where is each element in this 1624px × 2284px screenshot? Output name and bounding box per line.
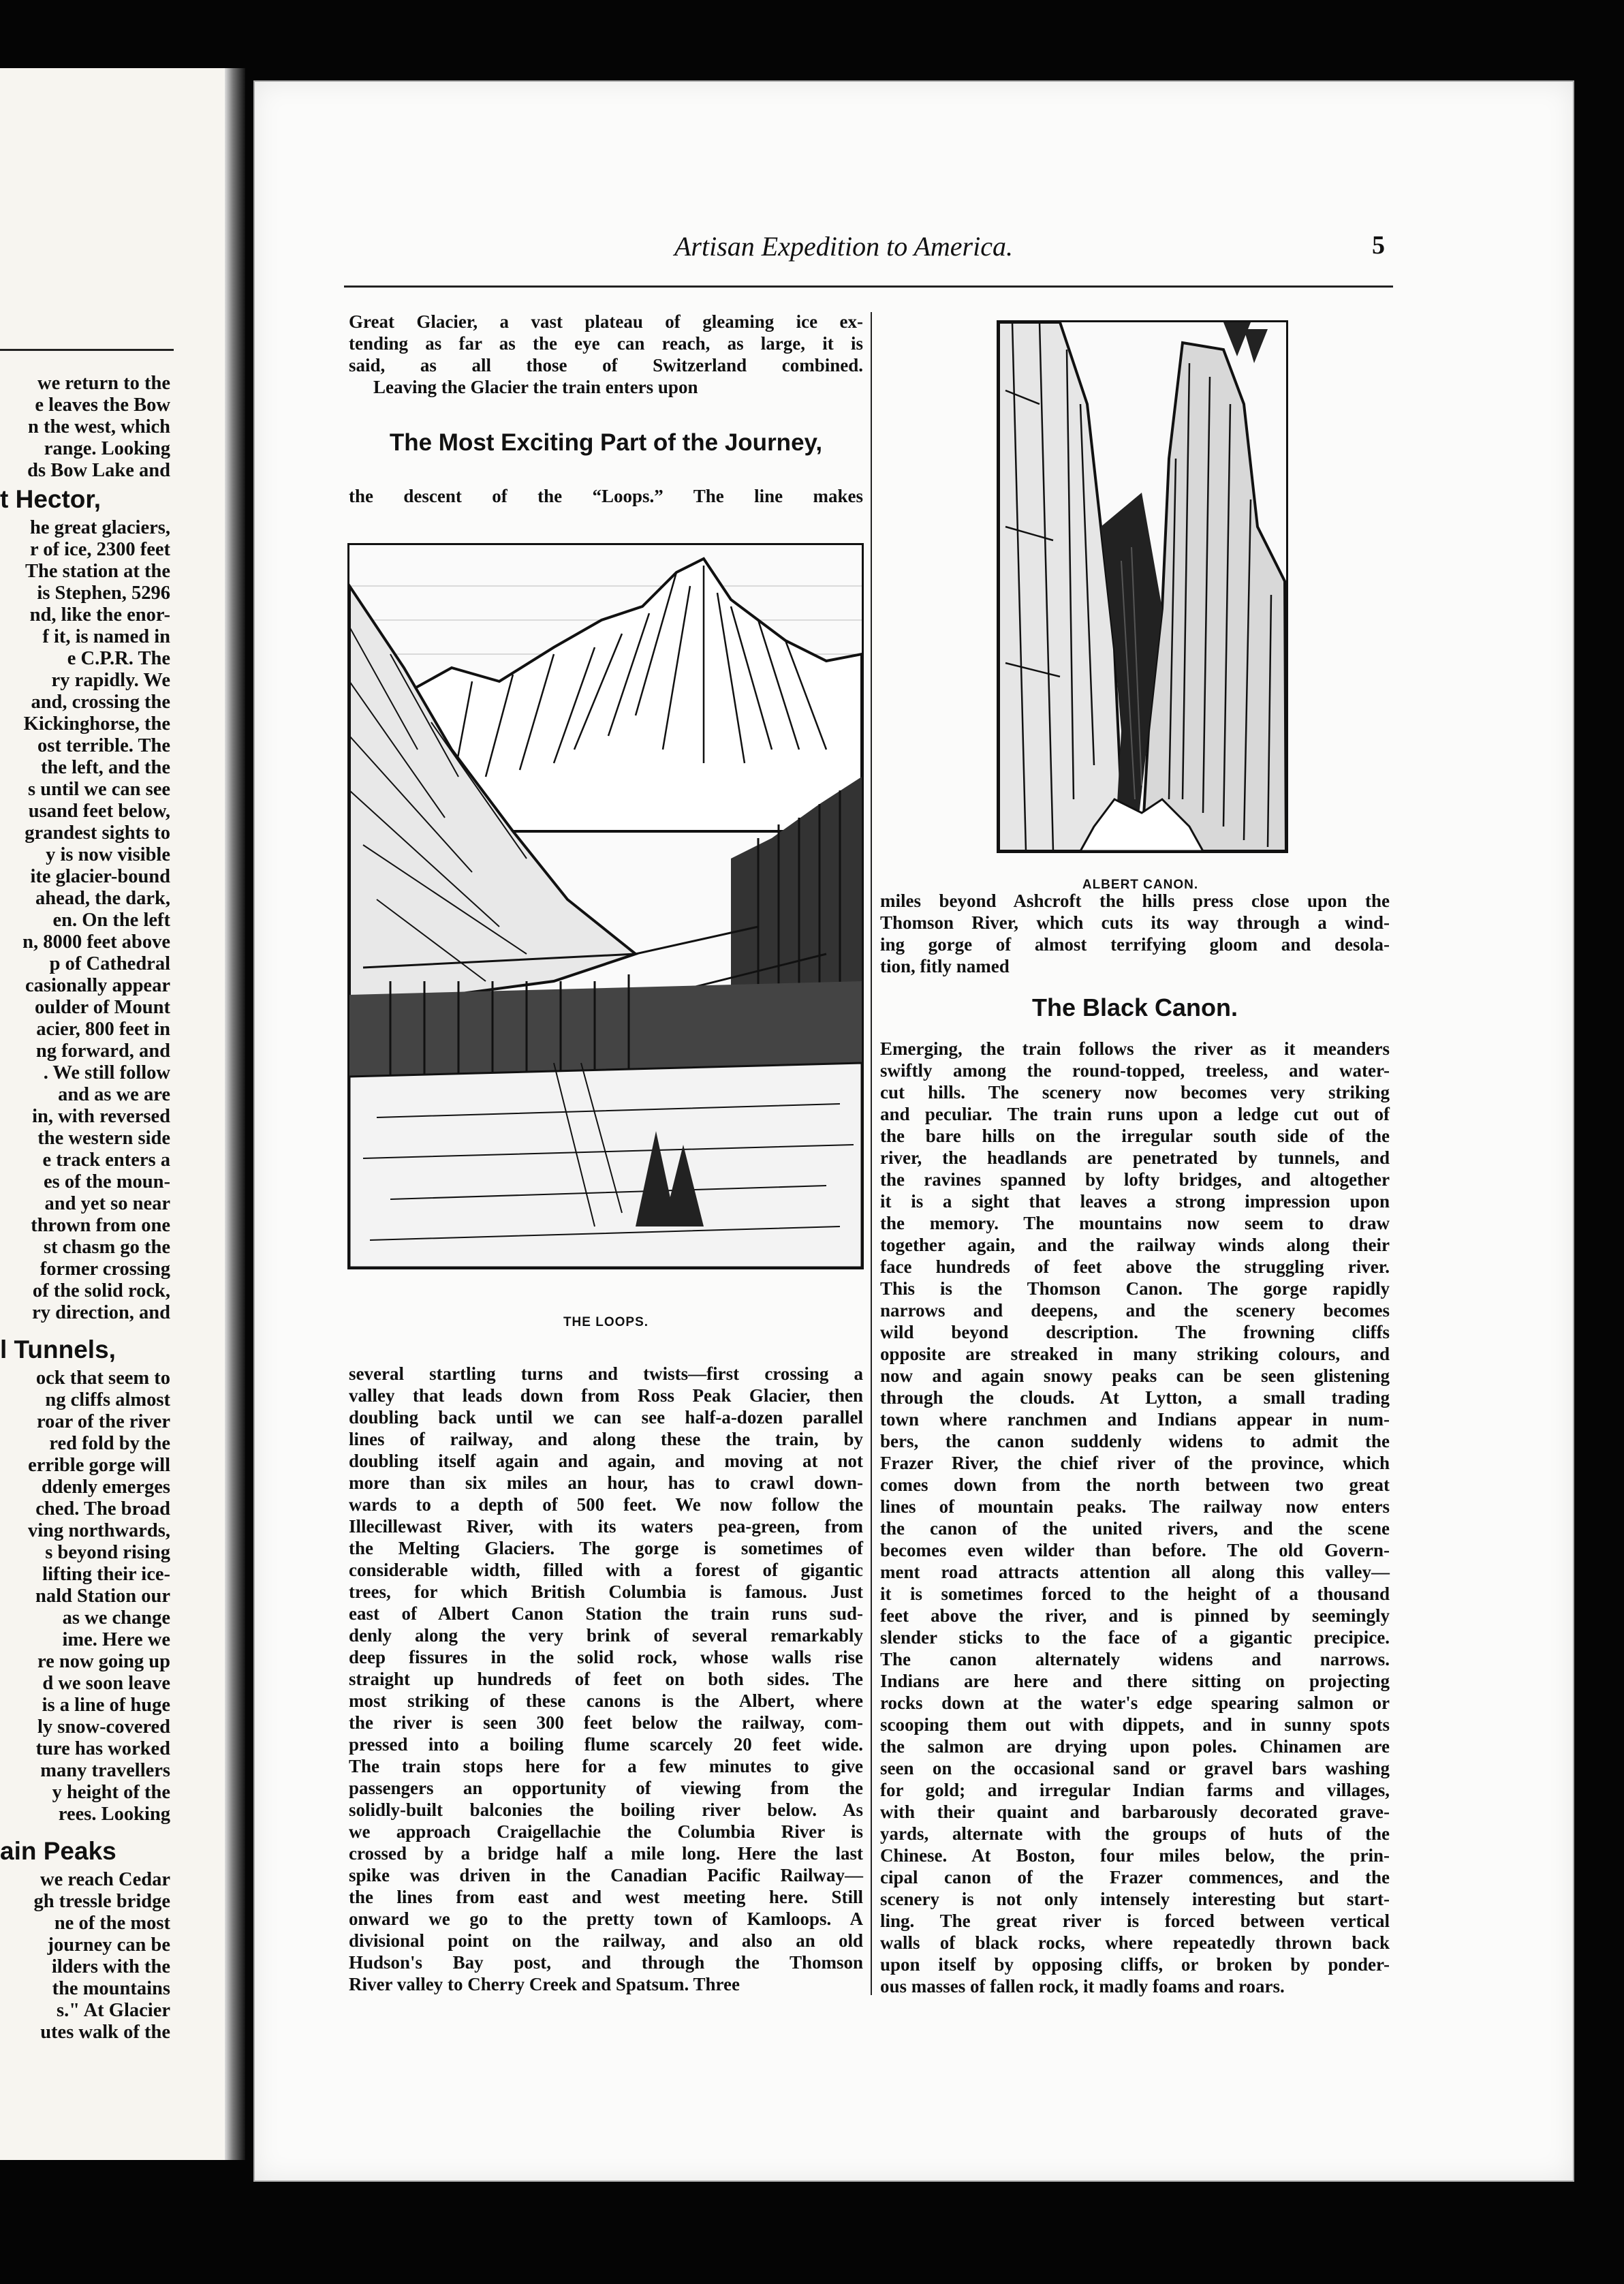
text-line: the canon of the united rivers, and the scene (880, 1518, 1390, 1539)
left-page-line: errible gorge will (28, 1455, 170, 1476)
text-line: it is a sight that leaves a strong impression upon (880, 1191, 1390, 1212)
left-page-line: ture has worked (35, 1738, 170, 1759)
text-line: yards, alternate with the groups of huts of the (880, 1823, 1390, 1844)
left-page-line: casionally appear (25, 975, 170, 996)
text-line: ment road attracts attention all along this valley— (880, 1562, 1390, 1582)
left-page-line: rees. Looking (58, 1804, 170, 1825)
text-line: Great Glacier, a vast plateau of gleaming ice ex- (349, 311, 863, 332)
left-page-line: he great glaciers, (29, 517, 170, 538)
left-page-line: ite glacier-bound (30, 866, 170, 887)
text-line: This is the Thomson Canon. The gorge rapidly (880, 1278, 1390, 1299)
left-page-line: p of Cathedral (49, 953, 170, 974)
left-page-line: many travellers (40, 1760, 170, 1781)
left-page-line: e leaves the Bow (35, 395, 170, 416)
left-page-line: ne of the most (54, 1913, 170, 1934)
text-line: opposite are streaked in many striking colours, and (880, 1344, 1390, 1364)
text-line: pressed into a boiling flume scarcely 20 feet wide. (349, 1734, 863, 1755)
left-page-line: ost terrible. The (37, 735, 170, 756)
text-line: onward we go to the pretty town of Kamloops. A (349, 1909, 863, 1929)
left-page-line: the western side (37, 1128, 170, 1149)
albert-paragraph (880, 890, 1390, 977)
left-page-heading: l Tunnels, (0, 1336, 116, 1363)
text-line: upon itself by opposing cliffs, or broken by ponder- (880, 1954, 1390, 1975)
left-page-line: re now going up (37, 1651, 170, 1672)
text-line: passengers an opportunity of viewing from the (349, 1778, 863, 1798)
left-page-line: oulder of Mount (35, 997, 170, 1018)
column2-body (880, 1038, 1390, 1997)
text-line: Emerging, the train follows the river as it meanders (880, 1038, 1390, 1059)
left-page-line: in, with reversed (32, 1106, 170, 1127)
text-line: solidly-built balconies the boiling river below. As (349, 1800, 863, 1820)
text-line: tending as far as the eye can reach, as large, it is (349, 333, 863, 354)
text-line: considerable width, filled with a forest of gigantic (349, 1560, 863, 1580)
left-page-line: s until we can see (28, 779, 170, 800)
text-line: Chinese. At Boston, four miles below, the prin- (880, 1845, 1390, 1866)
left-page-line: s beyond rising (45, 1542, 170, 1563)
left-page-line: the mountains (52, 1978, 170, 1999)
heading-most-exciting: The Most Exciting Part of the Journey, (389, 429, 823, 456)
left-page-line: thrown from one (31, 1215, 170, 1236)
left-page-line: en. On the left (52, 910, 170, 931)
text-line: lines of mountain peaks. The railway now enters (880, 1496, 1390, 1517)
left-page-line: ddenly emerges (41, 1477, 170, 1498)
left-page-line: ng forward, and (35, 1040, 170, 1062)
text-line: slender sticks to the face of a gigantic precipice. (880, 1627, 1390, 1648)
left-page-line: ime. Here we (62, 1629, 170, 1650)
loops-illustration (349, 545, 862, 1267)
left-page-rule (0, 349, 174, 351)
left-page-line: r of ice, 2300 feet (30, 539, 170, 560)
text-line: rocks down at the water's edge spearing salmon or (880, 1693, 1390, 1713)
left-page-line: ahead, the dark, (35, 888, 170, 909)
text-line: most striking of these canons is the Albert, where (349, 1691, 863, 1711)
text-line: the river is seen 300 feet below the railway, com- (349, 1712, 863, 1733)
left-page-line: the left, and the (41, 757, 170, 778)
left-page-line: ock that seem to (35, 1368, 170, 1389)
left-page-gap (0, 1825, 170, 1834)
figure-the-loops (347, 543, 864, 1269)
left-page-line: ry rapidly. We (51, 670, 170, 691)
left-page-gap (0, 1324, 170, 1332)
text-line: the salmon are drying upon poles. Chinamen are (880, 1736, 1390, 1757)
text-line: denly along the very brink of several remarkably (349, 1625, 863, 1646)
left-page-line: n, 8000 feet above (22, 931, 170, 953)
left-page-line: n the west, which (27, 416, 170, 437)
left-page-line: is Stephen, 5296 (37, 583, 170, 604)
page-number: 5 (1372, 231, 1385, 260)
left-page-line: roar of the river (37, 1411, 170, 1432)
text-line: the bare hills on the irregular south side of the (880, 1126, 1390, 1146)
left-page-line: nald Station our (35, 1586, 170, 1607)
left-page-line: f it, is named in (42, 626, 170, 647)
text-line: east of Albert Canon Station the train runs sud- (349, 1603, 863, 1624)
left-page-line: as we change (62, 1607, 170, 1629)
intro-paragraph (349, 311, 863, 398)
text-line: face hundreds of feet above the struggling river. (880, 1256, 1390, 1277)
text-line: The canon alternately widens and narrows. (880, 1649, 1390, 1669)
text-line: with their quaint and barbarously decorated grave- (880, 1802, 1390, 1822)
left-page-line: we reach Cedar (40, 1869, 170, 1890)
text-line: trees, for which British Columbia is famous. Just (349, 1581, 863, 1602)
left-page-line: grandest sights to (25, 822, 170, 844)
left-page-line: journey can be (47, 1934, 170, 1956)
text-line: bers, the canon suddenly widens to admit the (880, 1431, 1390, 1451)
text-line: deep fissures in the solid rock, whose walls rise (349, 1647, 863, 1667)
text-line: valley that leads down from Ross Peak Glacier, then (349, 1385, 863, 1406)
text-line: narrows and deepens, and the scenery becomes (880, 1300, 1390, 1321)
text-line: swiftly among the round-topped, treeless, and water- (880, 1060, 1390, 1081)
column-rule (871, 312, 872, 1995)
text-line: together again, and the railway winds along their (880, 1235, 1390, 1255)
left-page-line: e C.P.R. The (67, 648, 170, 669)
text-line: it is sometimes forced to the height of a thousand (880, 1584, 1390, 1604)
text-line: through the clouds. At Lytton, a small trading (880, 1387, 1390, 1408)
left-page-line: st chasm go the (43, 1237, 170, 1258)
text-line: ling. The great river is forced between vertical (880, 1911, 1390, 1931)
text-line: river, the headlands are penetrated by tunnels, and (880, 1147, 1390, 1168)
left-page-line: y is now visible (46, 844, 170, 865)
text-line: we approach Craigellachie the Columbia River is (349, 1821, 863, 1842)
left-page-line: lifting their ice- (42, 1564, 170, 1585)
text-line: becomes even wilder than before. The old Govern- (880, 1540, 1390, 1560)
text-line: wild beyond description. The frowning cliffs (880, 1322, 1390, 1342)
text-line: doubling back until we can see half-a-dozen parallel (349, 1407, 863, 1428)
header-rule (344, 286, 1393, 288)
text-line: walls of black rocks, where repeatedly thrown back (880, 1932, 1390, 1953)
left-page-line: es of the moun- (43, 1171, 170, 1192)
text-line: lines of railway, and along these the train, by (349, 1429, 863, 1449)
left-page-heading: t Hector, (0, 485, 102, 513)
left-page-line: usand feet below, (28, 801, 170, 822)
text-line: cut hills. The scenery now becomes very striking (880, 1082, 1390, 1102)
text-line: the Melting Glaciers. The gorge is sometimes of (349, 1538, 863, 1558)
text-line: crossed by a bridge half a mile long. Here the last (349, 1843, 863, 1864)
left-page-line: range. Looking (44, 438, 170, 459)
left-page-line: Kickinghorse, the (23, 713, 170, 735)
text-line: the descent of the “Loops.” The line makes (349, 486, 863, 506)
text-line: seen on the occasional sand or gravel bars washing (880, 1758, 1390, 1778)
text-line: the ravines spanned by lofty bridges, and altogether (880, 1169, 1390, 1190)
left-page-line: nd, like the enor- (29, 604, 170, 626)
caption-albert-canon: ALBERT CANON. (1082, 878, 1199, 892)
left-page-line: ving northwards, (27, 1520, 170, 1541)
text-line: said, as all those of Switzerland combined. (349, 355, 863, 375)
figure-albert-canon (997, 320, 1288, 853)
left-page-line: . We still follow (43, 1062, 170, 1083)
text-line: several startling turns and twists—first crossing a (349, 1363, 863, 1384)
loops-lead-line (349, 485, 863, 507)
left-page-line: y height of the (52, 1782, 170, 1803)
left-page-text (0, 373, 170, 2043)
text-line: comes down from the north between two great (880, 1475, 1390, 1495)
text-line: The train stops here for a few minutes to give (349, 1756, 863, 1776)
left-page-line: d we soon leave (42, 1673, 170, 1694)
left-page-line: ds Bow Lake and (27, 460, 170, 481)
left-page-line: ilders with the (51, 1956, 170, 1977)
text-line: Frazer River, the chief river of the province, which (880, 1453, 1390, 1473)
column1-body (349, 1363, 863, 1995)
gutter-shadow (225, 68, 245, 2160)
text-line: and peculiar. The train runs upon a ledge cut out of (880, 1104, 1390, 1124)
left-page-line: s." At Glacier (57, 2000, 170, 2021)
left-page-line: gh tressle bridge (33, 1891, 170, 1912)
text-line: town where ranchmen and Indians appear in num- (880, 1409, 1390, 1430)
text-line: River valley to Cherry Creek and Spatsum. Three (349, 1974, 740, 1994)
text-line: scooping them out with dippets, and in sunny spots (880, 1714, 1390, 1735)
caption-the-loops: THE LOOPS. (563, 1315, 649, 1329)
left-page-line: ng cliffs almost (45, 1389, 170, 1410)
left-page-line: and, crossing the (31, 692, 170, 713)
left-page-line: red fold by the (49, 1433, 170, 1454)
left-page-line: of the solid rock, (32, 1280, 170, 1301)
left-page-heading: ain Peaks (0, 1837, 116, 1865)
left-page (0, 68, 237, 2160)
text-line: the memory. The mountains now seem to draw (880, 1213, 1390, 1233)
text-line: Leaving the Glacier the train enters upon (373, 377, 698, 397)
text-line: Illecillewast River, with its waters pea-green, from (349, 1516, 863, 1537)
text-line: Thomson River, which cuts its way through a wind- (880, 912, 1390, 933)
text-line: doubling itself again and again, and moving at not (349, 1451, 863, 1471)
text-line: straight up hundreds of feet on both sides. The (349, 1669, 863, 1689)
left-page-line: ched. The broad (35, 1498, 170, 1519)
left-page-line: is a line of huge (42, 1695, 170, 1716)
left-page-line: The station at the (25, 561, 170, 582)
left-page-line: we return to the (37, 373, 170, 394)
text-line: scenery is not only intensely interesting but start- (880, 1889, 1390, 1909)
text-line: spike was driven in the Canadian Pacific Railway— (349, 1865, 863, 1885)
left-page-line: utes walk of the (40, 2022, 170, 2043)
left-page-line: former crossing (40, 1259, 170, 1280)
text-line: ing gorge of almost terrifying gloom and desola- (880, 934, 1390, 955)
text-line: divisional point on the railway, and also an old (349, 1930, 863, 1951)
left-page-line: e track enters a (42, 1149, 170, 1171)
text-line: the lines from east and west meeting here. Still (349, 1887, 863, 1907)
left-page-line: and as we are (58, 1084, 170, 1105)
text-line: ous masses of fallen rock, it madly foams and roars. (880, 1976, 1285, 1996)
text-line: now and again snowy peaks can be seen glistening (880, 1365, 1390, 1386)
text-line: for gold; and irregular Indian farms and villages, (880, 1780, 1390, 1800)
text-line: Hudson's Bay post, and through the Thomson (349, 1952, 863, 1973)
text-line: wards to a depth of 500 feet. We now follow the (349, 1494, 863, 1515)
running-title: Artisan Expedition to America. (674, 231, 1013, 262)
text-line: feet above the river, and is pinned by seemingly (880, 1605, 1390, 1626)
text-line: miles beyond Ashcroft the hills press close upon the (880, 891, 1390, 911)
left-page-line: acier, 800 feet in (36, 1019, 170, 1040)
text-line: Indians are here and there sitting on projecting (880, 1671, 1390, 1691)
left-page-line: ry direction, and (32, 1302, 170, 1323)
left-page-line: ly snow-covered (37, 1716, 170, 1738)
albert-canon-illustration (999, 322, 1286, 851)
text-line: more than six miles an hour, has to crawl down- (349, 1472, 863, 1493)
text-line: tion, fitly named (880, 956, 1010, 976)
left-page-line: and yet so near (44, 1193, 170, 1214)
text-line: cipal canon of the Frazer commences, and the (880, 1867, 1390, 1887)
heading-black-canon: The Black Canon. (1031, 993, 1238, 1021)
